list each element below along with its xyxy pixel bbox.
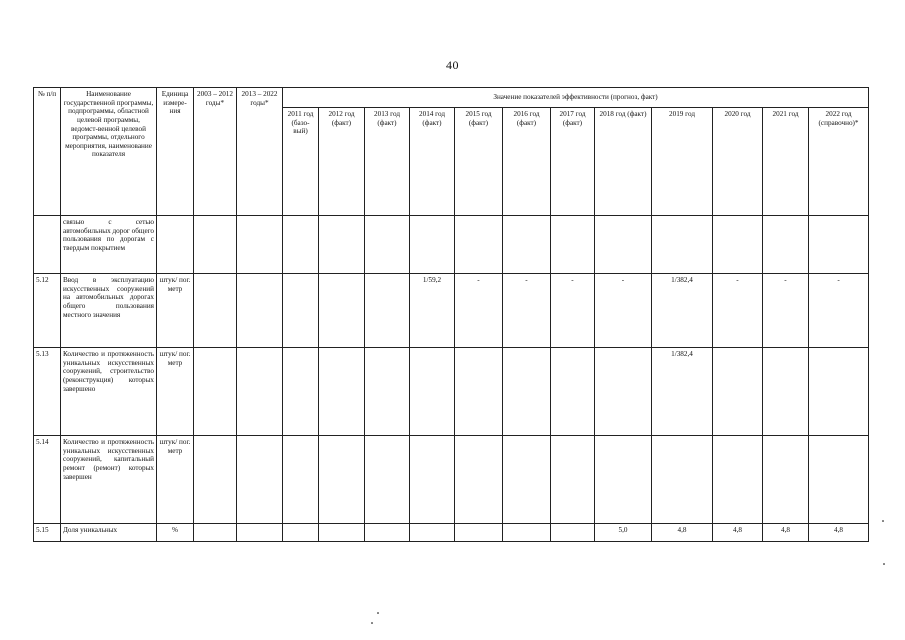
value-cell	[319, 348, 365, 436]
value-cell	[455, 524, 503, 542]
period-2003-2012-cell	[194, 216, 237, 274]
scan-speck	[377, 612, 379, 614]
unit-cell	[157, 216, 194, 274]
value-cell	[319, 216, 365, 274]
header-2013-2022: 2013 – 2022 годы*	[237, 88, 283, 216]
period-2003-2012-cell	[194, 436, 237, 524]
period-2013-2022-cell	[237, 216, 283, 274]
period-2013-2022-cell	[237, 436, 283, 524]
table-row	[34, 348, 869, 436]
header-year: 2020 год	[713, 108, 763, 216]
unit-cell: %	[157, 524, 194, 542]
value-cell	[713, 436, 763, 524]
period-2013-2022-cell	[237, 274, 283, 348]
value-cell	[652, 216, 713, 274]
header-year: 2015 год (факт)	[455, 108, 503, 216]
period-2003-2012-cell	[194, 348, 237, 436]
value-cell	[283, 216, 319, 274]
header-name: Наименование государственной программы, подпрограммы, областной целевой программы, ведомст-венной целевой программы, отдельного мероприятия, наименование показателя	[61, 88, 157, 216]
indicators-table	[33, 87, 869, 542]
table-body	[34, 216, 869, 542]
value-cell	[503, 436, 551, 524]
header-year: 2019 год	[652, 108, 713, 216]
header-num: № п/п	[34, 88, 61, 216]
value-cell	[652, 436, 713, 524]
value-cell: 5,0	[595, 524, 652, 542]
value-cell: -	[551, 274, 595, 348]
indicator-name-cell: Ввод в эксплуатацию искусственных сооружений на автомобильных дорогах общего пользования местного значения	[61, 274, 157, 348]
value-cell: 1/59,2	[410, 274, 455, 348]
row-number-cell	[34, 216, 61, 274]
value-cell	[503, 216, 551, 274]
header-year: 2011 год (базо-вый)	[283, 108, 319, 216]
value-cell	[365, 274, 410, 348]
row-number-cell: 5.12	[34, 274, 61, 348]
value-cell	[283, 348, 319, 436]
value-cell	[503, 524, 551, 542]
value-cell	[763, 436, 809, 524]
scan-speck	[883, 563, 885, 565]
value-cell	[410, 348, 455, 436]
value-cell	[365, 348, 410, 436]
indicator-name-cell: связью с сетью автомобильных дорог общего пользования по дорогам с твердым покрытием	[61, 216, 157, 274]
value-cell	[595, 348, 652, 436]
value-cell	[410, 436, 455, 524]
value-cell	[809, 348, 869, 436]
unit-cell: штук/ пог. метр	[157, 436, 194, 524]
unit-cell: штук/ пог. метр	[157, 348, 194, 436]
value-cell: -	[713, 274, 763, 348]
page-number: 40	[446, 58, 459, 72]
value-cell: 1/382,4	[652, 274, 713, 348]
period-2003-2012-cell	[194, 524, 237, 542]
period-2013-2022-cell	[237, 524, 283, 542]
value-cell	[713, 216, 763, 274]
value-cell	[283, 436, 319, 524]
period-2003-2012-cell	[194, 274, 237, 348]
value-cell	[551, 216, 595, 274]
value-cell	[365, 216, 410, 274]
value-cell	[809, 436, 869, 524]
period-2013-2022-cell	[237, 348, 283, 436]
value-cell	[551, 348, 595, 436]
value-cell	[365, 524, 410, 542]
value-cell	[319, 436, 365, 524]
value-cell	[455, 216, 503, 274]
indicator-name-cell: Количество и протяженность уникальных искусственных сооружений, капитальный ремонт (ремонт) которых завершен	[61, 436, 157, 524]
table-row	[34, 274, 869, 348]
value-cell	[283, 274, 319, 348]
value-cell: 1/382,4	[652, 348, 713, 436]
unit-cell: штук/ пог. метр	[157, 274, 194, 348]
header-2003-2012: 2003 – 2012 годы*	[194, 88, 237, 216]
value-cell	[319, 274, 365, 348]
value-cell	[319, 524, 365, 542]
value-cell	[595, 436, 652, 524]
header-year: 2014 год (факт)	[410, 108, 455, 216]
row-number-cell: 5.13	[34, 348, 61, 436]
header-year: 2022 год (справочно)*	[809, 108, 869, 216]
value-cell	[455, 436, 503, 524]
value-cell	[503, 348, 551, 436]
value-cell	[809, 216, 869, 274]
value-cell	[410, 524, 455, 542]
value-cell	[365, 436, 410, 524]
scan-speck	[882, 520, 884, 522]
indicator-name-cell: Доля уникальных	[61, 524, 157, 542]
header-year: 2016 год (факт)	[503, 108, 551, 216]
value-cell	[763, 216, 809, 274]
header-year: 2017 год (факт)	[551, 108, 595, 216]
value-cell	[713, 348, 763, 436]
value-cell: 4,8	[713, 524, 763, 542]
table-row	[34, 524, 869, 542]
value-cell: -	[595, 274, 652, 348]
value-cell	[551, 524, 595, 542]
value-cell: 4,8	[809, 524, 869, 542]
value-cell	[763, 348, 809, 436]
value-cell: 4,8	[652, 524, 713, 542]
header-unit: Единица измере-ния	[157, 88, 194, 216]
header-year: 2021 год	[763, 108, 809, 216]
table-row	[34, 436, 869, 524]
row-number-cell: 5.15	[34, 524, 61, 542]
value-cell: -	[503, 274, 551, 348]
value-cell	[410, 216, 455, 274]
header-year: 2018 год (факт)	[595, 108, 652, 216]
header-year: 2013 год (факт)	[365, 108, 410, 216]
value-cell	[455, 348, 503, 436]
scan-speck	[371, 622, 373, 624]
indicator-name-cell: Количество и протяженность уникальных искусственных сооружений, строительство (реконструкция) которых завершено	[61, 348, 157, 436]
value-cell: 4,8	[763, 524, 809, 542]
value-cell: -	[809, 274, 869, 348]
table-row	[34, 216, 869, 274]
value-cell: -	[455, 274, 503, 348]
header-group-title: Значение показателей эффективности (прогноз, факт)	[283, 88, 869, 108]
value-cell	[551, 436, 595, 524]
header-year: 2012 год (факт)	[319, 108, 365, 216]
row-number-cell: 5.14	[34, 436, 61, 524]
value-cell	[283, 524, 319, 542]
value-cell: -	[763, 274, 809, 348]
value-cell	[595, 216, 652, 274]
